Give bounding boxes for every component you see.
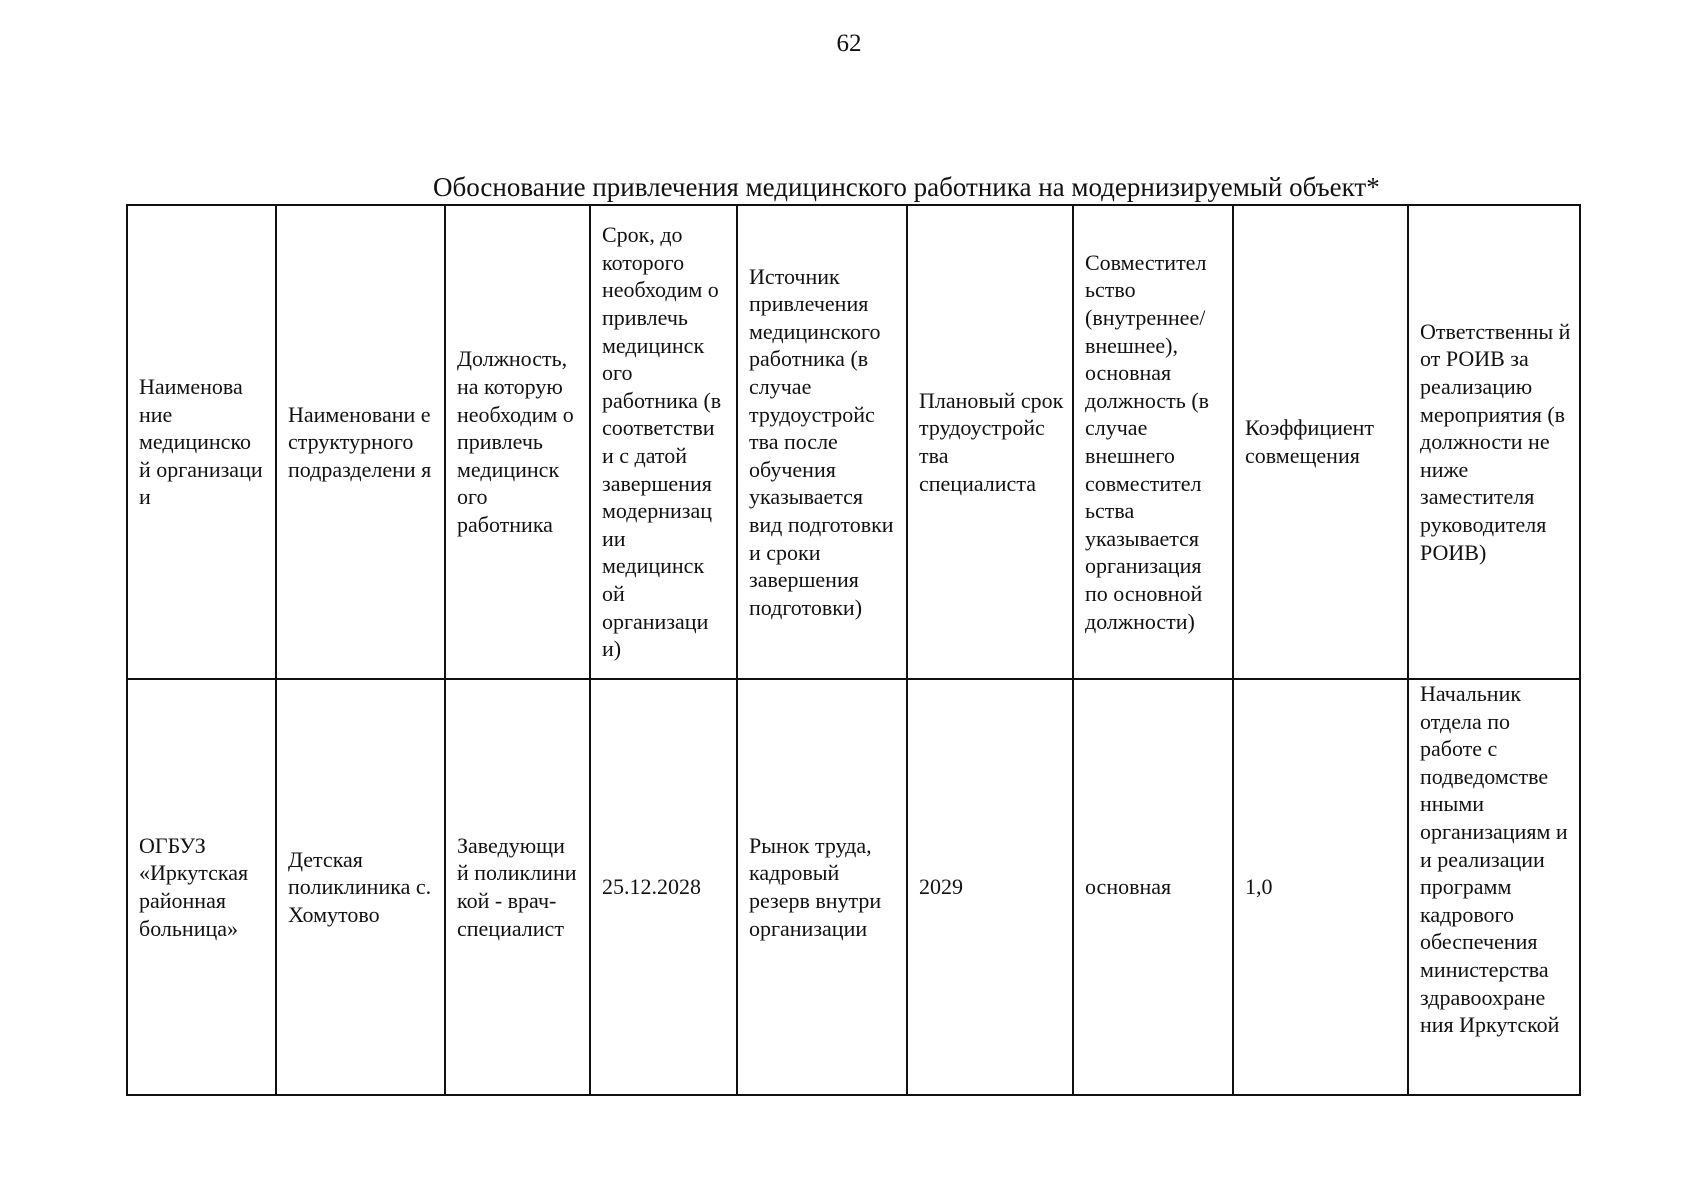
cell-deadline: 25.12.2028 <box>590 679 737 1095</box>
header-cell-position: Должность, на которую необходим о привлечь медицинск ого работника <box>445 205 590 679</box>
header-cell-deadline: Срок, до которого необходим о привлечь медицинск ого работника (в соответстви и с датой завершения модернизац ии медицинск ой организаци и) <box>590 205 737 679</box>
cell-coefficient: 1,0 <box>1233 679 1408 1095</box>
cell-position: Заведующи й поликлини кой - врач-специалист <box>445 679 590 1095</box>
header-cell-organization: Наименова ние медицинско й организаци и <box>127 205 276 679</box>
header-cell-combination: Совместител ьство (внутреннее/ внешнее), основная должность (в случае внешнего совместител ьства указывается организация по основной должности) <box>1073 205 1233 679</box>
cell-division: Детская поликлиника с. Хомутово <box>276 679 445 1095</box>
cell-planned-year: 2029 <box>907 679 1073 1095</box>
document-title: Обоснование привлечения медицинского работника на модернизируемый объект* <box>433 172 1380 202</box>
cell-organization: ОГБУЗ «Иркутская районная больница» <box>127 679 276 1095</box>
cell-source: Рынок труда, кадровый резерв внутри организации <box>737 679 907 1095</box>
header-cell-planned-date: Плановый срок трудоустройс тва специалиста <box>907 205 1073 679</box>
table-row <box>127 679 1580 1095</box>
header-cell-division: Наименовани е структурного подразделени я <box>276 205 445 679</box>
header-cell-source: Источник привлечения медицинского работника (в случае трудоустройс тва после обучения указывается вид подготовки и сроки завершения подготовки) <box>737 205 907 679</box>
cell-combination: основная <box>1073 679 1233 1095</box>
header-cell-coefficient: Коэффициент совмещения <box>1233 205 1408 679</box>
cell-responsible: Начальник отдела по работе с подведомстве нными организациям и и реализации программ кадрового обеспечения министерства здравоохране ния Иркутской <box>1408 679 1580 1095</box>
table-header-row <box>127 205 1580 679</box>
justification-table <box>126 204 1581 1096</box>
page-number: 62 <box>836 30 862 57</box>
header-cell-responsible: Ответственны й от РОИВ за реализацию мероприятия (в должности не ниже заместителя руководителя РОИВ) <box>1408 205 1580 679</box>
